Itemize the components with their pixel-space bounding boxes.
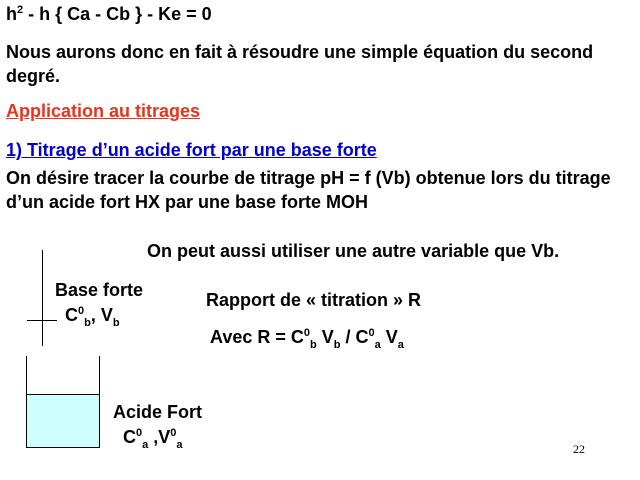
burette-line bbox=[42, 250, 43, 346]
beaker-liquid bbox=[27, 394, 99, 447]
burette-tick bbox=[27, 320, 57, 321]
description-text: On désire tracer la courbe de titrage pH = f (Vb) obtenue lors du titrage d’un acide fort HX par une base forte MOH bbox=[6, 168, 611, 212]
burette-label: Base forte bbox=[55, 280, 144, 300]
ratio-formula: Avec $R = C^0_b$ $V_b / C^0_a$ $V_a$ bbox=[210, 327, 404, 351]
intro-text: Nous aurons donc en fait à résoudre une simple équation du second degré. bbox=[6, 42, 594, 86]
burette-concentration: $C^0_b$, $V_b$ bbox=[65, 305, 120, 329]
ratio-label: Rapport de « titration » R bbox=[206, 290, 422, 310]
beaker-label: Acide Fort bbox=[113, 402, 203, 422]
equation-exponent: 2 bbox=[17, 4, 24, 16]
application-heading: Application au titrages bbox=[6, 101, 201, 121]
equation-rest: - h { Ca - Cb } - Ke = 0 bbox=[23, 4, 212, 24]
equation-h: h bbox=[6, 4, 17, 24]
beaker bbox=[26, 356, 100, 448]
section-heading: 1) Titrage d’un acide fort par une base forte bbox=[6, 140, 377, 160]
equation-line bbox=[6, 4, 212, 25]
alternative-text: On peut aussi utiliser une autre variable que Vb. bbox=[147, 241, 560, 261]
beaker-concentration: $C^0_a$ $,V^0_a$ bbox=[123, 427, 183, 451]
page-number: 22 bbox=[573, 442, 585, 456]
